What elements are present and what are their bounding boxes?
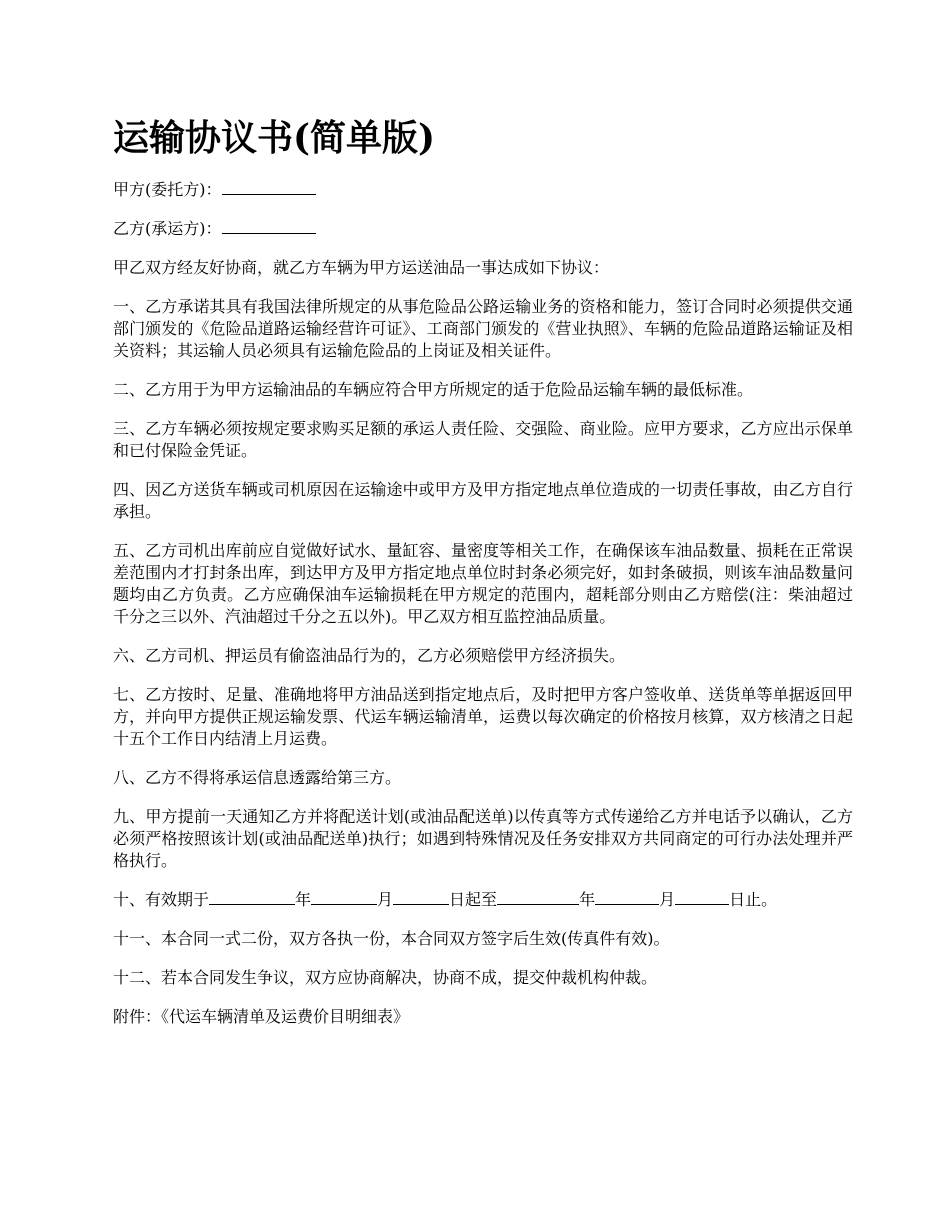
start-month-blank bbox=[311, 889, 377, 905]
clause-2: 二、乙方用于为甲方运输油品的车辆应符合甲方所规定的适于危险品运输车辆的最低标准。 bbox=[113, 380, 754, 399]
intro-paragraph: 甲乙双方经友好协商，就乙方车辆为甲方运送油品一事达成如下协议： bbox=[113, 258, 610, 277]
clause-3: 三、乙方车辆必须按规定要求购买足额的承运人责任险、交强险、商业险。应甲方要求，乙方应出示保单和已付保险金凭证。 bbox=[113, 419, 853, 460]
clause-7: 七、乙方按时、足量、准确地将甲方油品送到指定地点后，及时把甲方客户签收单、送货单等单据返回甲方，并向甲方提供正规运输发票、代运车辆运输清单，运费以每次确定的价格按月核算，双方核清之日起十五个工作日内结清上月运费。 bbox=[113, 685, 853, 748]
party-a-label: 甲方(委托方)： bbox=[113, 180, 222, 199]
end-month-blank bbox=[595, 889, 659, 905]
validity-day-from: 日起至 bbox=[449, 890, 498, 909]
clause-5: 五、乙方司机出库前应自觉做好试水、量缸容、量密度等相关工作，在确保该车油品数量、损耗在正常误差范围内才打封条出库，到达甲方及甲方指定地点单位时封条必须完好，如封条破损，则该车油品数量问题均由乙方负责。乙方应确保油车运输损耗在甲方规定的范围内，超耗部分则由乙方赔偿(注：柴油超过千分之三以外、汽油超过千分之五以外)。甲乙双方相互监控油品质量。 bbox=[113, 541, 853, 626]
validity-month-1: 月 bbox=[377, 890, 394, 909]
party-b-line bbox=[113, 218, 853, 240]
document-body bbox=[113, 179, 853, 1045]
start-year-blank bbox=[209, 889, 295, 905]
clause-6: 六、乙方司机、押运员有偷盗油品行为的，乙方必须赔偿甲方经济损失。 bbox=[113, 646, 626, 665]
clause-11: 十一、本合同一式二份，双方各执一份，本合同双方签字后生效(传真件有效)。 bbox=[113, 929, 670, 948]
clause-12: 十二、若本合同发生争议，双方应协商解决，协商不成，提交仲裁机构仲裁。 bbox=[113, 968, 658, 987]
validity-month-2: 月 bbox=[659, 890, 676, 909]
end-day-blank bbox=[675, 889, 729, 905]
start-day-blank bbox=[393, 889, 449, 905]
party-b-label: 乙方(承运方)： bbox=[113, 219, 222, 238]
attachment-line: 附件：《代运车辆清单及运费价目明细表》 bbox=[113, 1007, 410, 1026]
party-a-line bbox=[113, 179, 853, 201]
party-a-blank bbox=[222, 179, 316, 195]
clause-10-validity bbox=[113, 889, 853, 911]
end-year-blank bbox=[497, 889, 579, 905]
validity-prefix: 十、有效期于 bbox=[113, 890, 210, 909]
validity-year-1: 年 bbox=[295, 890, 312, 909]
document-title: 运输协议书(简单版) bbox=[113, 117, 436, 159]
validity-year-2: 年 bbox=[579, 890, 596, 909]
clause-9: 九、甲方提前一天通知乙方并将配送计划(或油品配送单)以传真等方式传递给乙方并电话予以确认，乙方必须严格按照该计划(或油品配送单)执行；如遇到特殊情况及任务安排双方共同商定的可行办法处理并严格执行。 bbox=[113, 807, 853, 870]
validity-day-to: 日止。 bbox=[729, 890, 778, 909]
clause-1: 一、乙方承诺其具有我国法律所规定的从事危险品公路运输业务的资格和能力，签订合同时必须提供交通部门颁发的《危险品道路运输经营许可证》、工商部门颁发的《营业执照》、车辆的危险品道路运输证及相关资料；其运输人员必须具有运输危险品的上岗证及相关证件。 bbox=[113, 297, 853, 360]
clause-8: 八、乙方不得将承运信息透露给第三方。 bbox=[113, 768, 402, 787]
party-b-blank bbox=[222, 218, 316, 234]
clause-4: 四、因乙方送货车辆或司机原因在运输途中或甲方及甲方指定地点单位造成的一切责任事故，由乙方自行承担。 bbox=[113, 480, 853, 521]
